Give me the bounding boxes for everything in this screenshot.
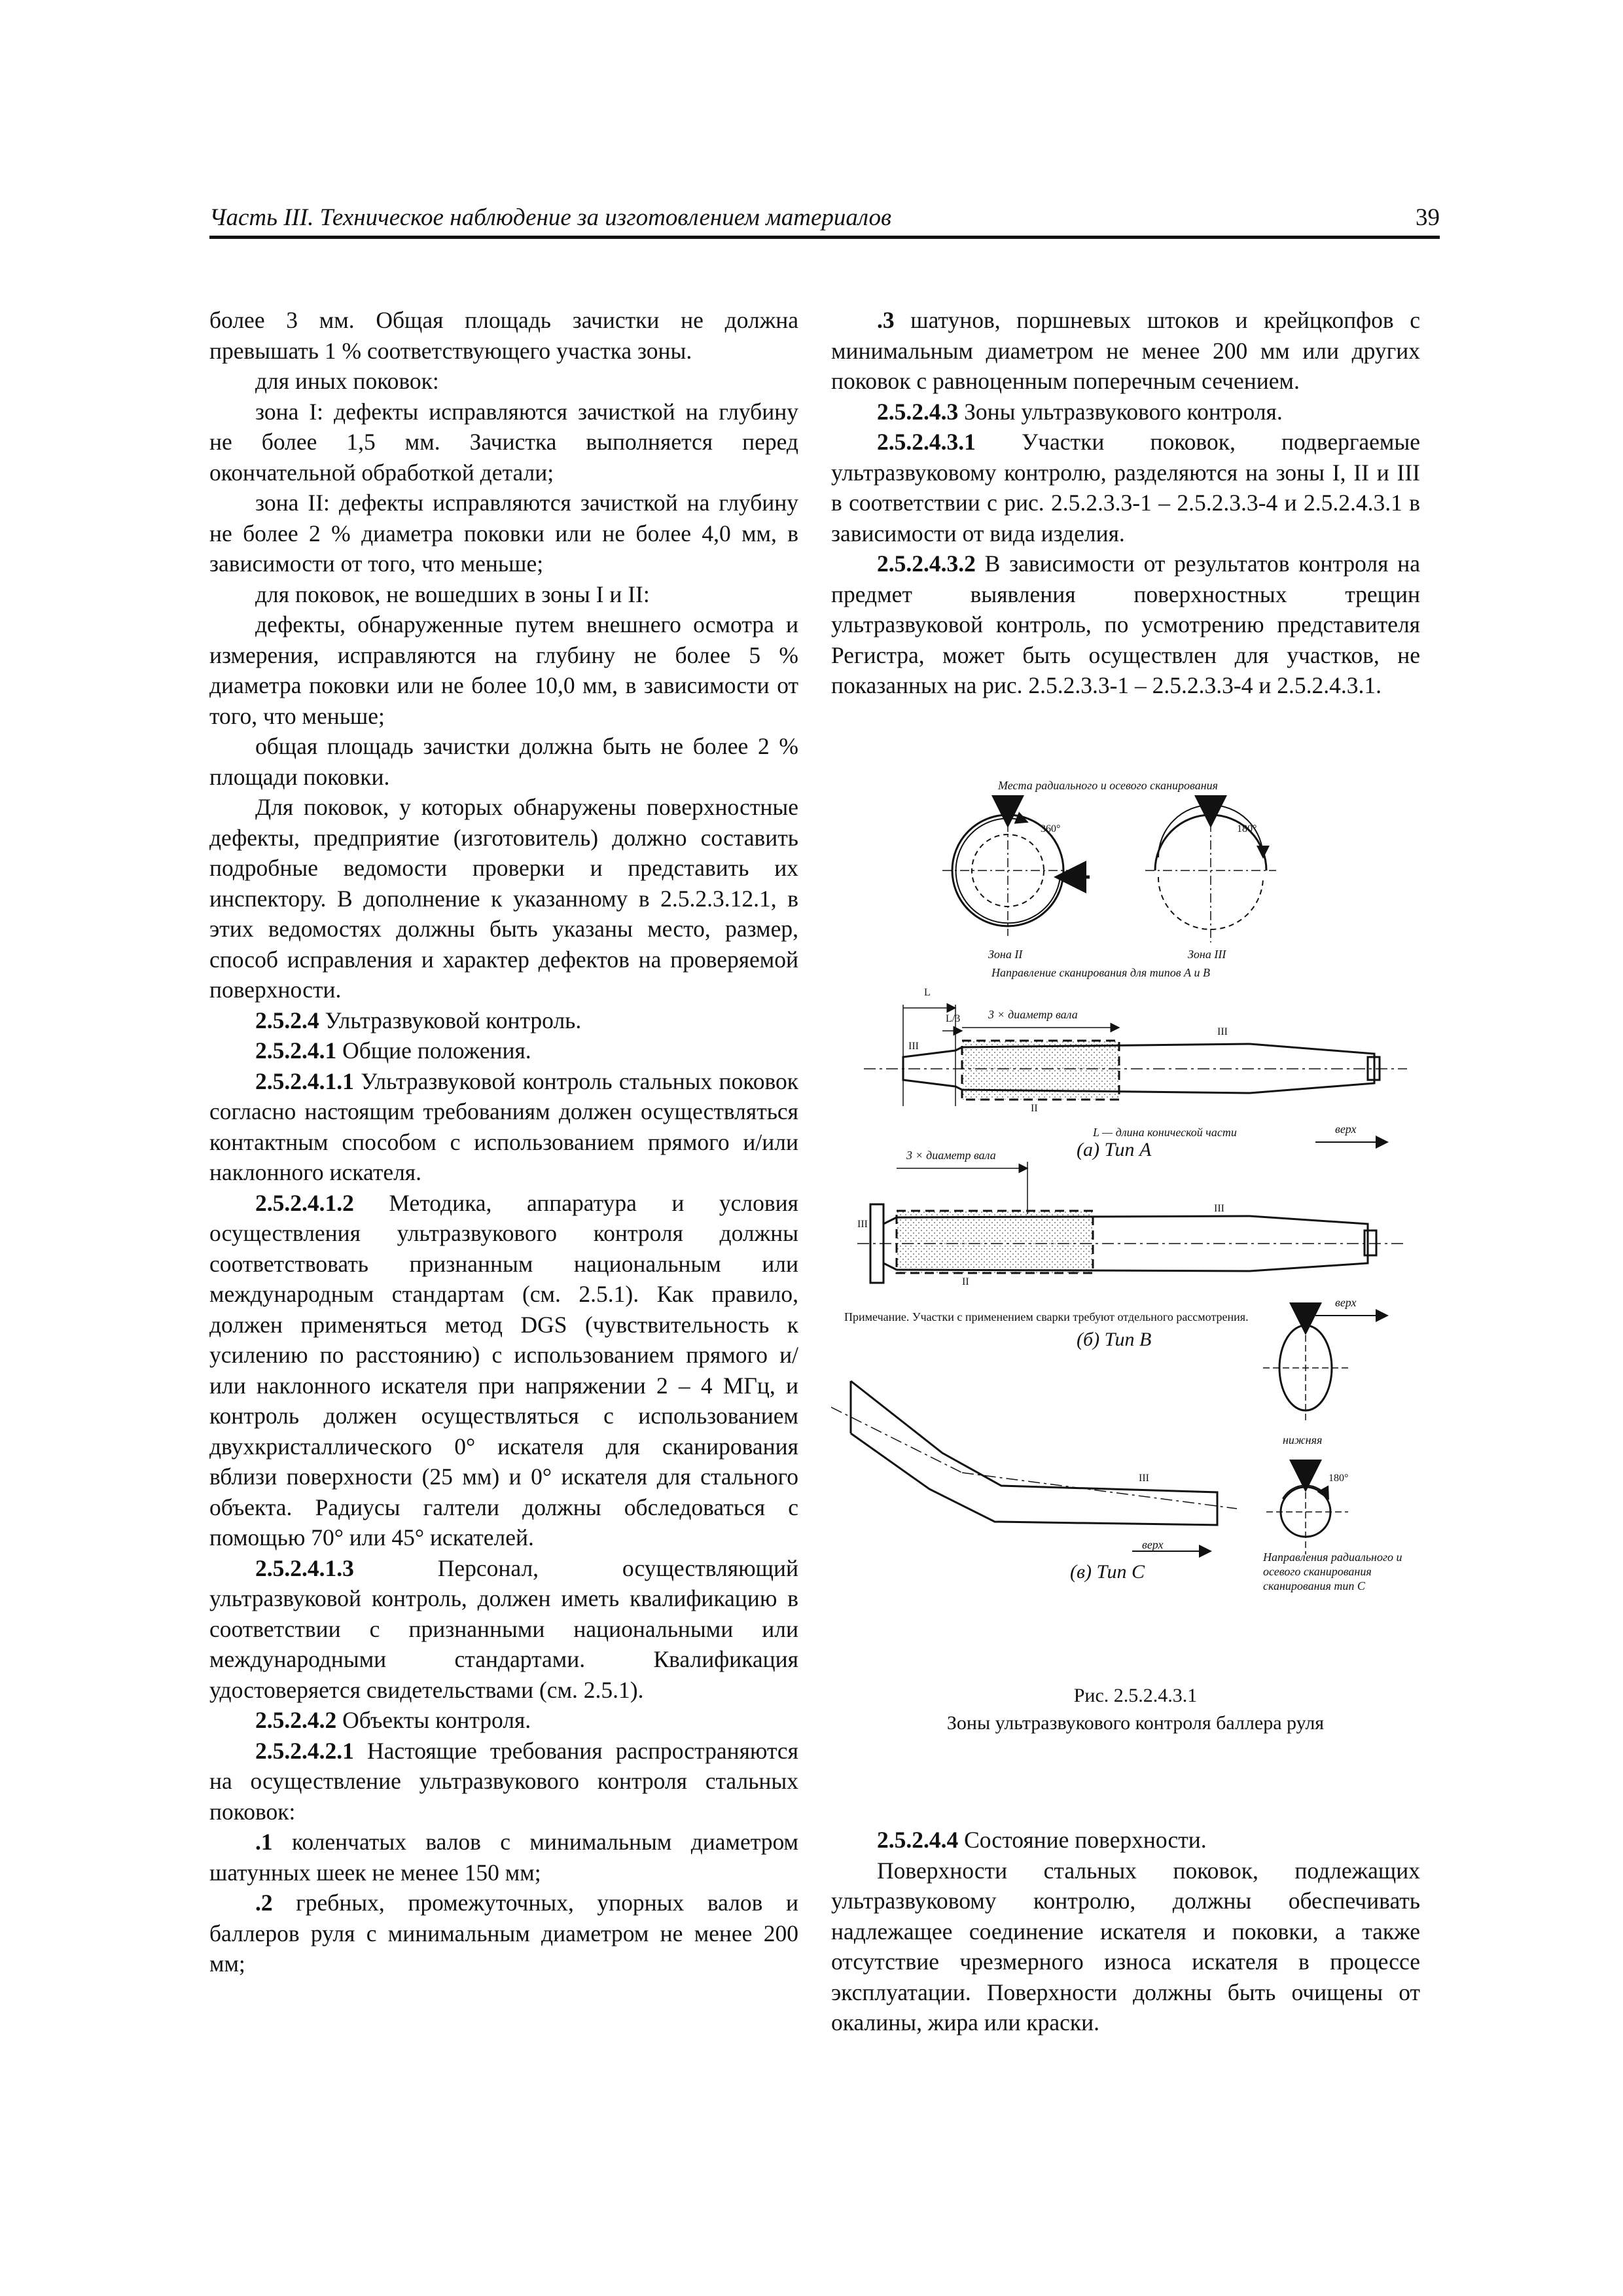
bottom-label: нижняя <box>1283 1433 1323 1446</box>
scan-dir-c: Направления радиального и осевого сканирования сканирования тип С <box>1263 1551 1402 1592</box>
paragraph-text: Ультразвуковой контроль. <box>319 1007 582 1033</box>
paragraph-text: Методика, аппаратура и условия осуществления ультразвукового контроля должны соответствовать признанным национальным или международным стандартам (см. 2.5.1). Как правило, должен применяться метод DGS (чувствительность к усилению по расстоянию) с использованием прямого и/или наклонного искателя при напряжении 2 – 4 МГц, и контроль должен осуществляться с использованием двухкристаллического 0° искателя для сканирования вблизи поверхности (25 мм) и 0° искателя для стального объекта. Радиусы галтели должны обследоваться с помощью 70° или 45° искателей. <box>209 1189 798 1551</box>
paragraph <box>209 792 798 1005</box>
paragraph <box>831 1825 1420 1856</box>
type-b-label: (б) Тип В <box>1077 1329 1152 1350</box>
caption-text: Зоны ультразвукового контроля баллера руля <box>946 1712 1325 1734</box>
zone-ii-b: II <box>962 1276 969 1287</box>
zone-iii-a-left: III <box>908 1041 919 1052</box>
paragraph-text: В зависимости от результатов контроля на предмет выявления поверхностных трещин ультразвуковой контроль, по усмотрению представителя Регистра, может быть осуществлен для участков, не показанных на рис. 2.5.2.3.3-1 – 2.5.2.3.3-4 и 2.5.2.4.3.1. <box>831 550 1420 698</box>
up-c: верх <box>1142 1538 1164 1551</box>
paragraph-text: зона II: дефекты исправляются зачисткой на глубину не более 2 % диаметра поковки или не более 4,0 мм, в зависимости от того, что меньше; <box>209 490 798 577</box>
paragraph-text: гребных, промежуточных, упорных валов и баллеров руля с минимальным диаметром не менее 200 мм; <box>209 1890 798 1977</box>
paragraph <box>209 366 798 397</box>
dim-L: L <box>924 987 931 998</box>
section-number: 2.5.2.4.3.1 <box>877 429 976 455</box>
section-number: 2.5.2.4.2 <box>255 1707 337 1733</box>
paragraph-text: Ультразвуковой контроль стальных поковок согласно настоящим требованиям должен осуществляться контактным способом с использованием прямого и/или наклонного искателя. <box>209 1067 798 1185</box>
paragraph-text: общая площадь зачистки должна быть не более 2 % площади поковки. <box>209 733 798 790</box>
zone-ii-circle <box>942 795 1090 936</box>
section-number: 2.5.2.4 <box>255 1007 319 1033</box>
section-number: 2.5.2.4.3.2 <box>877 550 976 577</box>
zone-iii-a-right: III <box>1217 1026 1228 1037</box>
type-b-shaft <box>857 1162 1407 1316</box>
right-column-bottom <box>831 1825 1420 2038</box>
three-diam-a: 3 × диаметр вала <box>988 1008 1078 1021</box>
section-number: 2.5.2.4.2.1 <box>255 1737 354 1764</box>
L-note: L — длина конической части <box>1093 1126 1237 1139</box>
page-number: 39 <box>1416 204 1440 231</box>
section-number: 2.5.2.4.4 <box>877 1827 959 1853</box>
section-number: 2.5.2.4.1 <box>255 1037 337 1064</box>
paragraph-text: коленчатых валов с минимальным диаметром шатунных шеек не менее 150 мм; <box>209 1829 798 1886</box>
paragraph-text: Общие положения. <box>336 1037 531 1064</box>
paragraph <box>209 1066 798 1188</box>
section-number: 2.5.2.4.1.3 <box>255 1554 354 1581</box>
zone-ii-a: II <box>1031 1103 1038 1114</box>
paragraph-text: Зоны ультразвукового контроля. <box>958 398 1283 425</box>
dim-L3: L/3 <box>946 1013 961 1024</box>
figure-rudder-stock-zones <box>831 779 1440 1738</box>
up-a: верх <box>1335 1122 1357 1136</box>
section-number: 2.5.2.4.1.1 <box>255 1067 354 1094</box>
paragraph-text: для иных поковок: <box>255 368 439 394</box>
paragraph-text: Настоящие требования распространяются на осуществление ультразвукового контроля стальных поковок: <box>209 1737 798 1825</box>
paragraph <box>209 1005 798 1036</box>
paragraph-text: шатунов, поршневых штоков и крейцкопфов с минимальным диаметром не менее 200 мм или других поковок с равноценным поперечным сечением. <box>831 307 1420 394</box>
zone-iii-label: Зона III <box>1188 948 1226 961</box>
section-number: .2 <box>255 1890 273 1916</box>
three-diam-b: 3 × диаметр вала <box>906 1149 996 1162</box>
figure-note: Примечание. Участки с применением сварки требуют отдельного рассмотрения. <box>844 1310 1249 1323</box>
paragraph <box>831 548 1420 701</box>
zone-iii-b-right: III <box>1214 1203 1224 1214</box>
zone-iii-circle <box>1145 795 1276 942</box>
paragraph <box>831 397 1420 427</box>
paragraph-text: Персонал, осуществляющий ультразвуковой контроль, должен иметь квалификацию в соответствии с признанными национальными или международными стандартами. Квалификация удостоверяется свидетельствами (см. 2.5.1). <box>209 1554 798 1703</box>
paragraph <box>831 1856 1420 2038</box>
paragraph <box>209 397 798 488</box>
paragraph-text: Объекты контроля. <box>336 1707 531 1733</box>
paragraph-text: дефекты, обнаруженные путем внешнего осмотра и измерения, исправляются на глубину не более 5 % диаметра поковки или не более 10,0 мм, в зависимости от того, что меньше; <box>209 611 798 729</box>
paragraph <box>209 609 798 731</box>
type-a-shaft <box>864 1005 1407 1142</box>
paragraph <box>209 1035 798 1066</box>
zone-iii-b-left: III <box>857 1219 868 1230</box>
paragraph <box>831 305 1420 397</box>
paragraph-text: Участки поковок, подвергаемые ультразвуковому контролю, разделяются на зоны I, II и III в соответствии с рис. 2.5.2.3.3-1 – 2.5.2.3.3-4 и 2.5.2.4.3.1 в зависимости от вида изделия. <box>831 429 1420 547</box>
zone-ii-label: Зона II <box>988 948 1023 961</box>
paragraph <box>209 579 798 610</box>
paragraph-text: Поверхности стальных поковок, подлежащих ультразвуковому контролю, должны обеспечивать надлежащее соединение искателя и поковки, а также отсутствие чрезмерного износа искателя в процессе эксплуатации. Поверхности должны быть очищены от окалины, жира или краски. <box>831 1857 1420 2036</box>
angle-180-c: 180° <box>1329 1473 1349 1484</box>
right-column <box>831 305 1420 701</box>
paragraph <box>209 1188 798 1553</box>
paragraph <box>209 1888 798 1979</box>
paragraph-text: для поковок, не вошедших в зоны I и II: <box>255 581 650 607</box>
page-header <box>209 196 1440 239</box>
paragraph <box>209 1705 798 1736</box>
angle-180: 180° <box>1237 823 1257 834</box>
section-number: .3 <box>877 307 895 333</box>
paragraph <box>209 731 798 792</box>
fig-top-title: Места радиального и осевого сканирования <box>998 779 1219 792</box>
paragraph <box>209 488 798 579</box>
left-column <box>209 305 798 1979</box>
paragraph-text: более 3 мм. Общая площадь зачистки не должна превышать 1 % соответствующего участка зоны. <box>209 307 798 364</box>
section-number: 2.5.2.4.1.2 <box>255 1189 354 1216</box>
figure-caption <box>831 1682 1440 1737</box>
caption-number: Рис. 2.5.2.4.3.1 <box>1073 1685 1198 1706</box>
paragraph <box>209 1827 798 1888</box>
paragraph <box>831 427 1420 548</box>
type-a-label: (а) Тип А <box>1077 1139 1152 1160</box>
scan-dir-ab: Направление сканирования для типов А и В <box>991 966 1211 979</box>
section-number: 2.5.2.4.3 <box>877 398 959 425</box>
figure-drawing <box>831 779 1440 1682</box>
angle-360: 360° <box>1041 823 1061 834</box>
paragraph <box>209 305 798 366</box>
paragraph-text: Для поковок, у которых обнаружены поверхностные дефекты, предприятие (изготовитель) должно составить подробные ведомости проверки и представить их инспектору. В дополнение к указанному в 2.5.2.3.12.1, в этих ведомостях должны быть указаны место, размер, способ исправления и характер дефектов на проверяемой поверхности. <box>209 794 798 1003</box>
paragraph-text: Состояние поверхности. <box>958 1827 1207 1853</box>
zone-iii-c: III <box>1139 1473 1149 1484</box>
header-title: Часть III. Техническое наблюдение за изготовлением материалов <box>209 204 892 231</box>
paragraph-text: зона I: дефекты исправляются зачисткой на глубину не более 1,5 мм. Зачистка выполняется перед окончательной обработкой детали; <box>209 398 798 486</box>
paragraph <box>209 1736 798 1827</box>
section-number: .1 <box>255 1829 273 1855</box>
type-c-label: (в) Тип С <box>1070 1561 1145 1583</box>
paragraph <box>209 1553 798 1706</box>
up-b: верх <box>1335 1296 1357 1309</box>
